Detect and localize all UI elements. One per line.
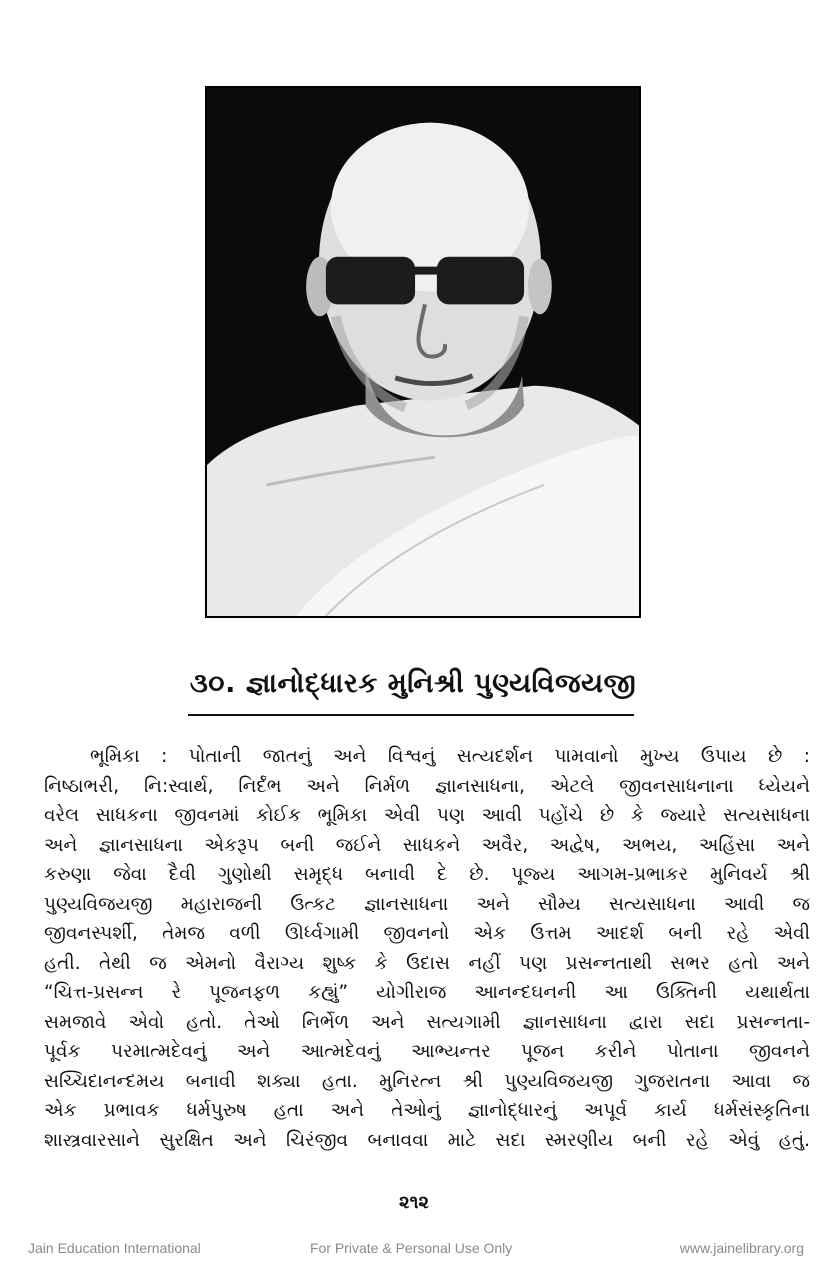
page-number: ૨૧૨ <box>399 1192 429 1213</box>
portrait-photo <box>205 86 641 618</box>
paragraph-line: પુણ્યવિજયજી મહારાજની ઉત્કટ જ્ઞાનસાધના અને સૌમ્ય સત્યસાધના આવી જ <box>44 893 810 915</box>
paragraph-line: ભૂમિકા : પોતાની જાતનું અને વિશ્વનું સત્યદર્શન પામવાનો મુખ્ય ઉપાય છે : <box>90 746 810 767</box>
paragraph-line: હતી. તેથી જ એમનો વૈરાગ્ય શુષ્ક કે ઉદાસ નહીં પણ પ્રસન્નતાથી સભર હતો અને <box>44 952 810 974</box>
paragraph-line: કરુણા જેવા દૈવી ગુણોથી સમૃદ્ધ બનાવી દે છે. પૂજ્ય આગમ-પ્રભાકર મુનિવર્ય શ્રી <box>44 864 810 885</box>
paragraph-line: “ચિત્ત-પ્રસન્ન રે પૂજનફળ કહ્યું” યોગીરાજ આનન્દઘનની આ ઉક્તિની યથાર્થતા <box>44 982 810 1003</box>
title-underline <box>188 714 634 716</box>
body-paragraph <box>44 742 810 1155</box>
paragraph-line: એક પ્રભાવક ધર્મપુરુષ હતા અને તેઓનું જ્ઞાનોદ્ધારનું અપૂર્વ કાર્ય ધર્મસંસ્કૃતિના <box>44 1100 810 1121</box>
paragraph-line: સમજાવે એવો હતો. તેઓ નિર્ભેળ અને સત્યગામી જ્ઞાનસાધના દ્વારા સદા પ્રસન્નતા- <box>44 1011 810 1033</box>
chapter-title: ૩૦. જ્ઞાનોદ્ધારક મુનિશ્રી પુણ્યવિજયજી <box>189 668 637 699</box>
paragraph-line: નિષ્ઠાભરી, નિ:સ્વાર્થ, નિર્દંભ અને નિર્મળ જ્ઞાનસાધના, એટલે જીવનસાધનાના ધ્યેયને <box>44 775 810 797</box>
paragraph-line: સચ્ચિદાનન્દમય બનાવી શક્યા હતા. મુનિરત્ન શ્રી પુણ્યવિજયજી ગુજરાતના આવા જ <box>44 1070 810 1092</box>
footer-usage-note: For Private & Personal Use Only <box>310 1240 513 1256</box>
paragraph-line: જીવનસ્પર્શી, તેમજ વળી ઊર્ધ્વગામી જીવનનો એક ઉત્તમ આદર્શ બની રહે એવી <box>44 923 810 944</box>
paragraph-line: વરેલ સાધકના જીવનમાં કોઈક ભૂમિકા એવી પણ આવી પહોંચે છે કે જ્યારે સત્યસાધના <box>44 805 810 826</box>
paragraph-line: અને જ્ઞાનસાધના એકરૂપ બની જઈને સાધકને અવૈર, અદ્વેષ, અભય, અહિંસા અને <box>44 834 810 856</box>
footer-website-link[interactable]: www.jainelibrary.org <box>679 1240 804 1256</box>
paragraph-line: પૂર્વક પરમાત્મદેવનું અને આત્મદેવનું આભ્યન્તર પૂજન કરીને પોતાના જીવનને <box>44 1041 810 1062</box>
paragraph-line: શાસ્ત્રવારસાને સુરક્ષિત અને ચિરંજીવ બનાવવા માટે સદા સ્મરણીય બની રહે એવું હતું. <box>44 1129 810 1151</box>
portrait-illustration <box>207 88 639 616</box>
footer-publisher: Jain Education International <box>28 1240 201 1256</box>
